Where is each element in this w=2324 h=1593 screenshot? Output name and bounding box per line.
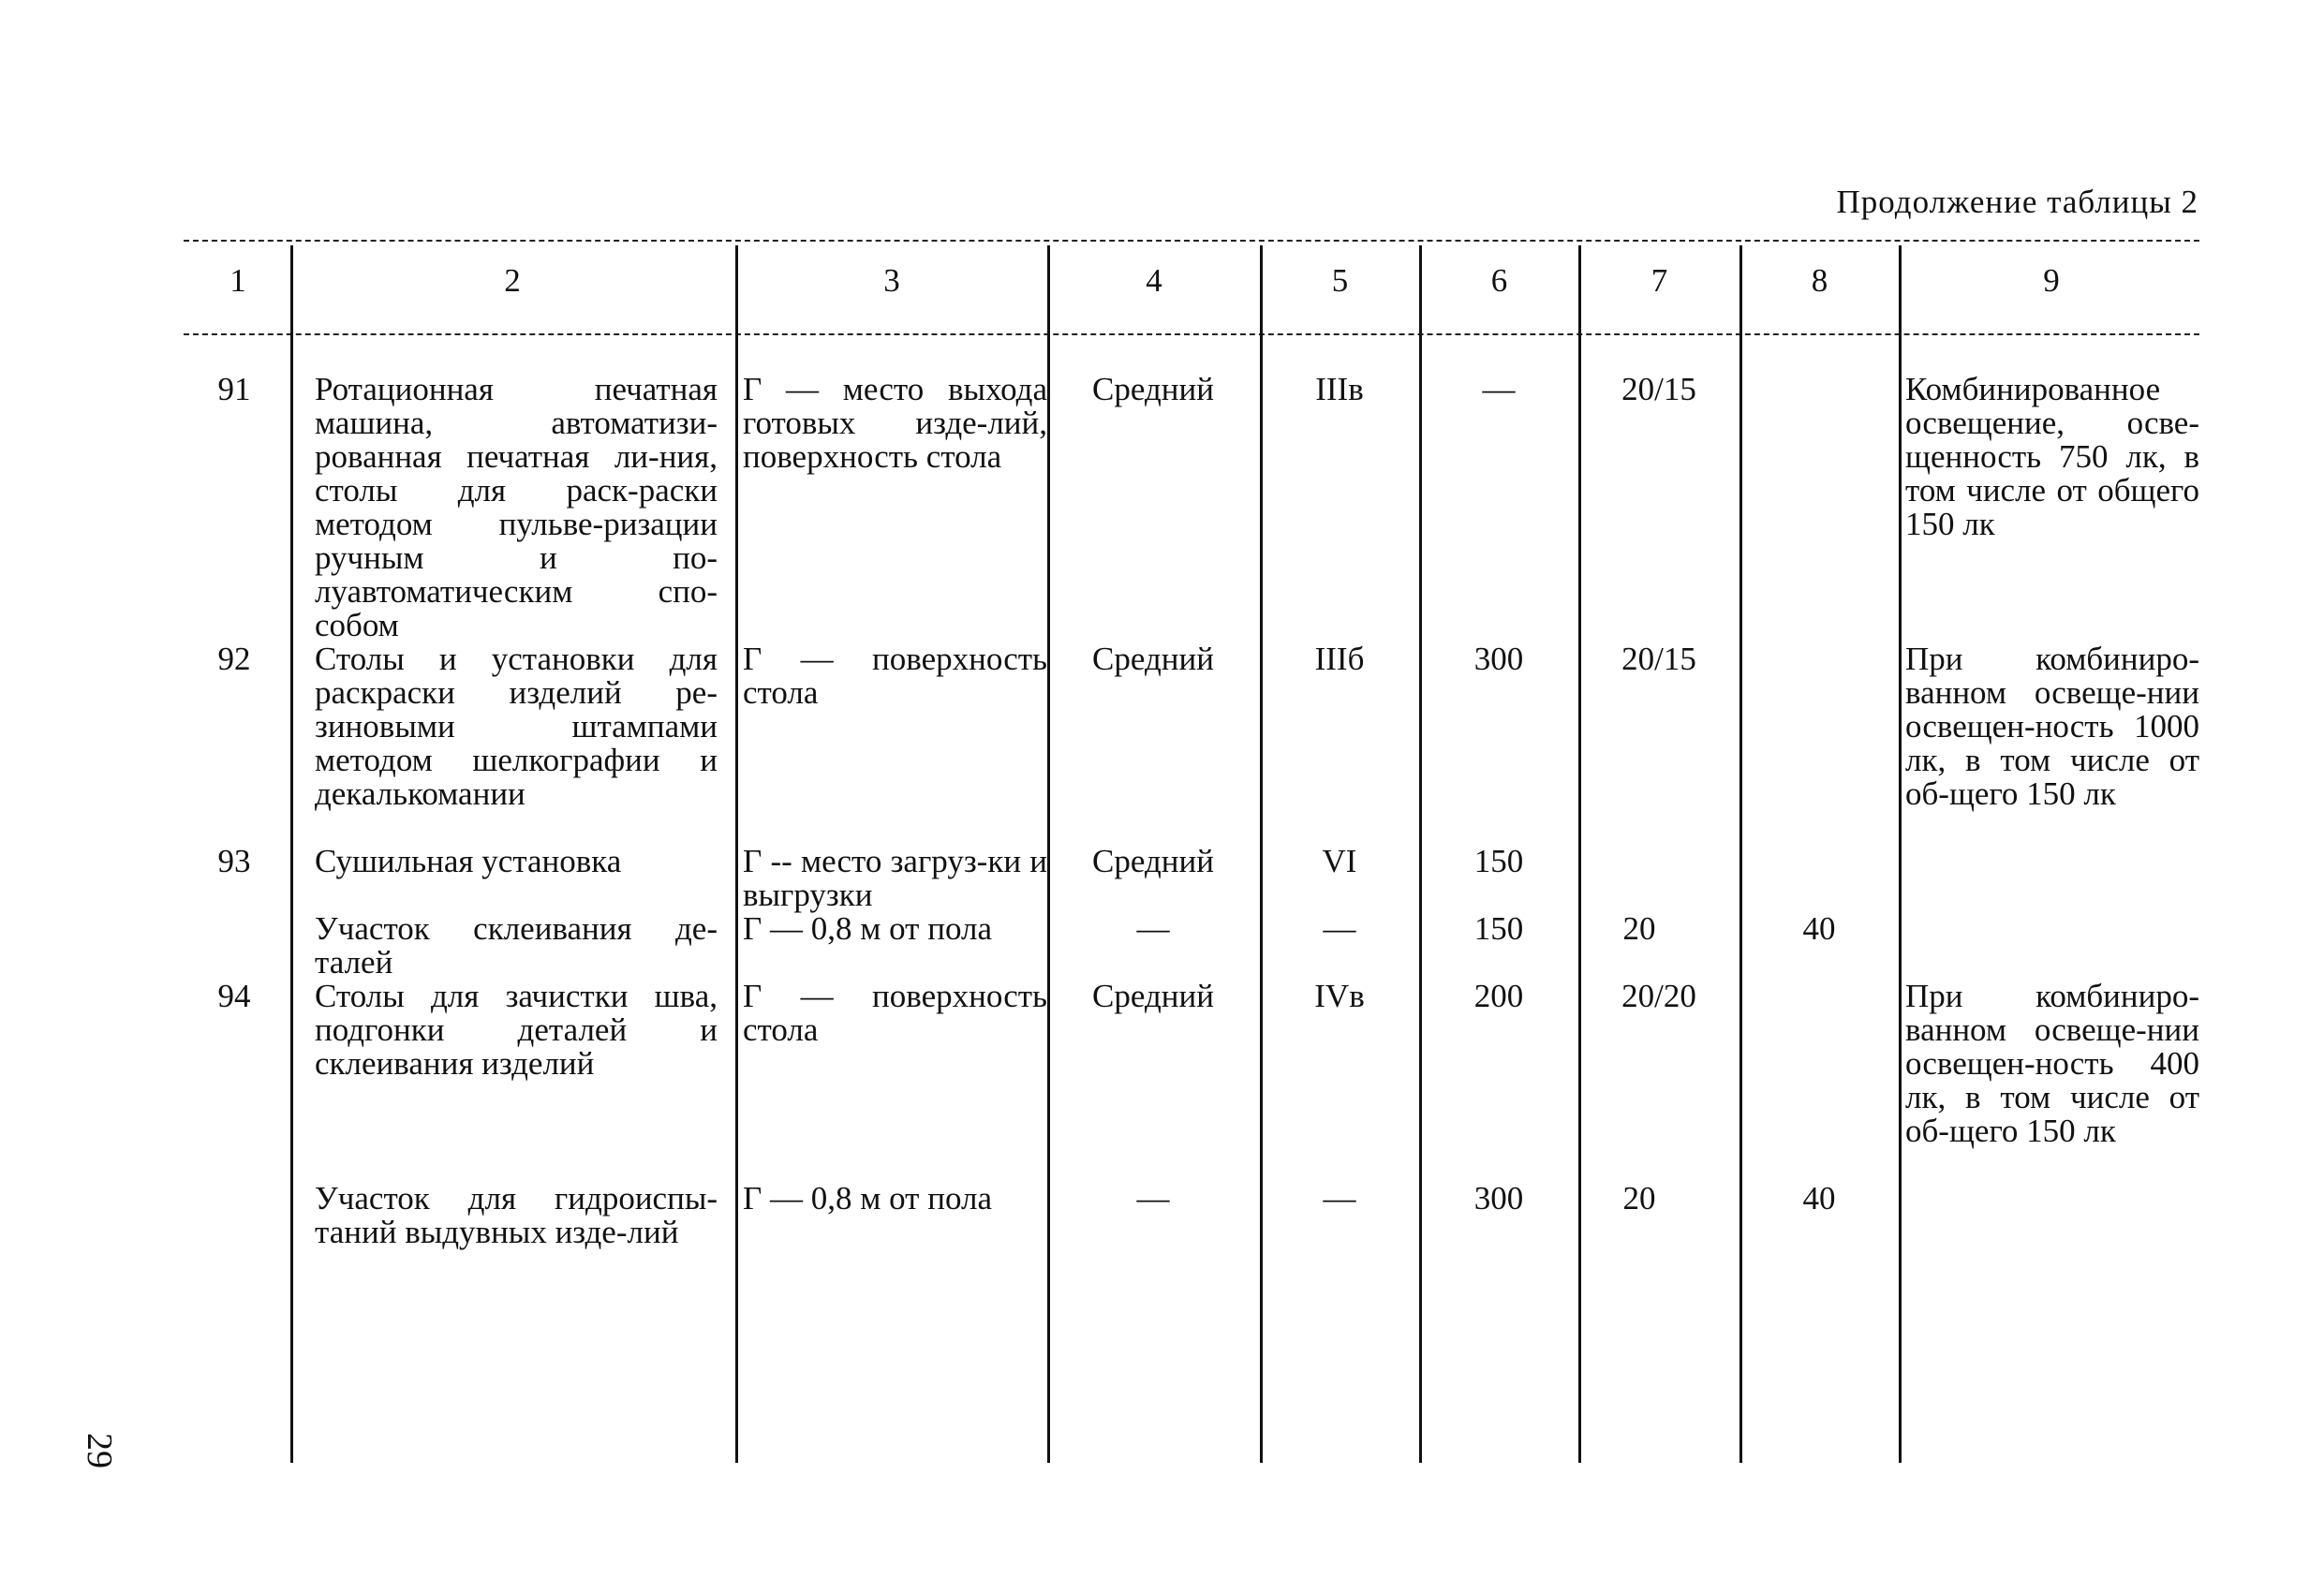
work-area-cell: Столы и установки для раскраски изделий ре-зиновыми штампами методом шелкографии и декалькомании	[315, 641, 718, 812]
surface-cell: Г — 0,8 м от пола	[743, 910, 992, 947]
column-divider	[1047, 245, 1050, 1463]
header-col-9: 9	[2043, 262, 2060, 299]
surface-cell: Г -- место загруз-ки и выгрузки	[743, 843, 1047, 913]
category-cell: VI	[1322, 843, 1357, 879]
header-col-5: 5	[1331, 262, 1349, 299]
column-divider	[290, 245, 293, 1463]
header-col-3: 3	[883, 262, 900, 299]
header-col-4: 4	[1146, 262, 1162, 299]
index-cell: 20/15	[1621, 371, 1696, 407]
index-cell: 20	[1622, 1180, 1656, 1217]
row-number: 93	[217, 843, 251, 879]
precision-cell: —	[1136, 910, 1170, 947]
precision-cell: Средний	[1092, 371, 1214, 407]
surface-cell: Г — 0,8 м от пола	[743, 1180, 992, 1217]
header-col-1: 1	[229, 262, 246, 299]
page-number: 29	[80, 1433, 119, 1468]
column-divider	[1578, 245, 1581, 1463]
illuminance-cell: 200	[1473, 978, 1524, 1014]
surface-cell: Г — поверхность стола	[743, 978, 1047, 1048]
row-number: 92	[217, 641, 251, 677]
category-cell: —	[1323, 1180, 1356, 1217]
illuminance-cell: 300	[1473, 641, 1524, 677]
pulsation-cell: 40	[1802, 910, 1836, 947]
work-area-cell: Ротационная печатная машина, автоматизи-рованная печатная ли-ния, столы для раск-раски методом пульве-ризации ручным и по-луавтоматическим спо-собом	[315, 371, 718, 643]
precision-cell: —	[1136, 1180, 1170, 1217]
surface-cell: Г — поверхность стола	[743, 641, 1047, 711]
work-area-cell: Столы для зачистки шва, подгонки деталей и склеивания изделий	[315, 978, 718, 1082]
category-cell: —	[1323, 910, 1356, 947]
note-cell: При комбиниро-ванном освеще-нии освещен-ность 1000 лк, в том числе от об-щего 150 лк	[1905, 641, 2199, 812]
category-cell: IIIб	[1314, 641, 1365, 677]
work-area-cell: Участок для гидроиспы-таний выдувных изде-лий	[315, 1180, 718, 1250]
index-cell: 20	[1622, 910, 1656, 947]
row-number: 94	[217, 978, 251, 1014]
header-col-7: 7	[1650, 262, 1668, 299]
category-cell: IVв	[1314, 978, 1365, 1014]
index-cell: 20/15	[1621, 641, 1696, 677]
header-col-8: 8	[1811, 262, 1828, 299]
category-cell: IIIв	[1315, 371, 1364, 407]
illuminance-cell: 300	[1473, 1180, 1524, 1217]
column-divider	[735, 245, 738, 1463]
illuminance-cell: 150	[1473, 843, 1524, 879]
surface-cell: Г — место выхода готовых изде-лий, поверхность стола	[743, 371, 1047, 475]
index-cell: 20/20	[1621, 978, 1696, 1014]
header-bottom-rule	[184, 333, 2199, 335]
table-caption: Продолжение таблицы 2	[1836, 184, 2198, 220]
pulsation-cell: 40	[1802, 1180, 1836, 1217]
table-top-rule	[184, 240, 2199, 242]
precision-cell: Средний	[1092, 641, 1214, 677]
precision-cell: Средний	[1092, 978, 1214, 1014]
note-cell: При комбиниро-ванном освеще-нии освещен-ность 400 лк, в том числе от об-щего 150 лк	[1905, 978, 2199, 1149]
column-divider	[1260, 245, 1263, 1463]
note-cell: Комбинированное освещение, осве-щенность 750 лк, в том числе от общего 150 лк	[1905, 371, 2199, 542]
illuminance-cell: 150	[1473, 910, 1524, 947]
column-divider	[1739, 245, 1742, 1463]
header-col-2: 2	[504, 262, 521, 299]
precision-cell: Средний	[1092, 843, 1214, 879]
work-area-cell: Сушильная установка	[315, 843, 622, 879]
work-area-cell: Участок склеивания де-талей	[315, 910, 718, 981]
header-col-6: 6	[1490, 262, 1508, 299]
column-divider	[1419, 245, 1422, 1463]
row-number: 91	[217, 371, 251, 407]
illuminance-cell: —	[1482, 371, 1516, 407]
column-divider	[1899, 245, 1902, 1463]
